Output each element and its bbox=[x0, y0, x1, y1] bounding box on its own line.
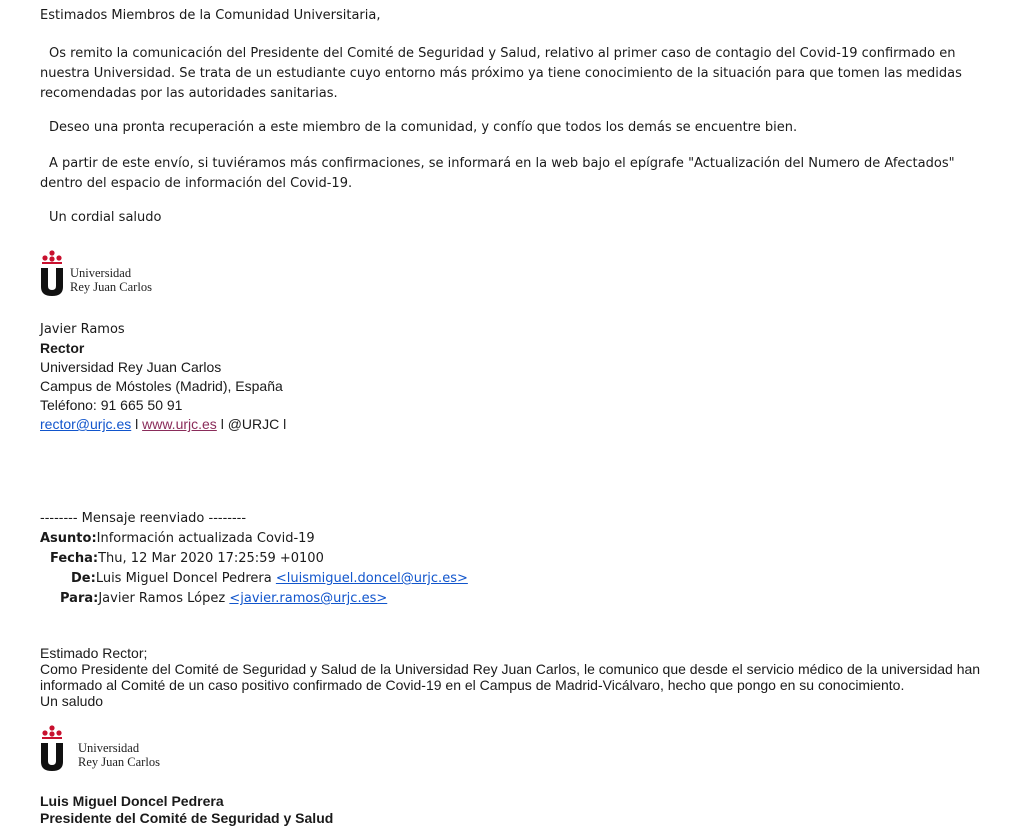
from-email-link[interactable]: <luismiguel.doncel@urjc.es> bbox=[275, 571, 468, 586]
rector-email-link[interactable]: rector@urjc.es bbox=[40, 416, 132, 432]
date-row: Fecha:Thu, 12 Mar 2020 17:25:59 +0100 bbox=[50, 551, 324, 566]
forward-banner: -------- Mensaje reenviado -------- bbox=[40, 511, 247, 526]
signature-title: Rector bbox=[40, 340, 85, 356]
forwarded-header bbox=[40, 509, 468, 609]
crown-dots-icon bbox=[40, 725, 64, 739]
u-letter-icon bbox=[40, 268, 64, 296]
inner-closing: Un saludo bbox=[40, 693, 104, 709]
to-row: Para:Javier Ramos López <javier.ramos@urjc.es> bbox=[60, 591, 388, 606]
inner-sig-name: Luis Miguel Doncel Pedrera bbox=[40, 793, 224, 809]
greeting: Estimados Miembros de la Comunidad Universitaria, bbox=[40, 8, 381, 23]
university-logo-2 bbox=[40, 725, 160, 771]
logo-text: Universidad Rey Juan Carlos bbox=[70, 266, 152, 294]
inner-body: Como Presidente del Comité de Seguridad y Salud de la Universidad Rey Juan Carlos, le comunico que desde el servicio médico de la universidad han informado al Comité de un caso positivo confirmado de Covid-19 en el Campus de Madrid-Vicálvaro, hecho que pongo en su conocimiento. bbox=[40, 661, 981, 693]
signature-links: rector@urjc.es l www.urjc.es l @URJC l bbox=[40, 416, 287, 432]
paragraph-2: Deseo una pronta recuperación a este miembro de la comunidad, y confío que todos los demás se encuentre bien. bbox=[49, 120, 798, 135]
paragraph-1: Os remito la comunicación del Presidente del Comité de Seguridad y Salud, relativo al primer caso de contagio del Covid-19 confirmado en nuestra Universidad. Se trata de un estudiante cuyo entorno más próximo ya tiene conocimiento de la situación para que tomen las medidas recomendadas por las autoridades sanitarias. bbox=[40, 46, 962, 101]
signature-phone: Teléfono: 91 665 50 91 bbox=[40, 397, 183, 413]
u-letter-icon bbox=[40, 743, 64, 771]
urjc-crest-icon bbox=[40, 250, 64, 296]
signature-campus: Campus de Móstoles (Madrid), España bbox=[40, 378, 283, 394]
urjc-crest-icon bbox=[40, 725, 64, 771]
subject-row: Asunto:Información actualizada Covid-19 bbox=[40, 531, 315, 546]
website-link[interactable]: www.urjc.es bbox=[142, 416, 217, 432]
paragraph-3: A partir de este envío, si tuviéramos más confirmaciones, se informará en la web bajo el epígrafe "Actualización del Numero de Afectados" dentro del espacio de información del Covid-19. bbox=[40, 156, 955, 191]
signature-org: Universidad Rey Juan Carlos bbox=[40, 359, 222, 375]
doncel-signature bbox=[40, 793, 333, 827]
university-logo bbox=[40, 250, 152, 296]
crown-dots-icon bbox=[40, 250, 64, 264]
to-email-link[interactable]: <javier.ramos@urjc.es> bbox=[229, 591, 388, 606]
rector-signature bbox=[40, 320, 286, 434]
inner-message bbox=[40, 645, 995, 709]
inner-sig-title: Presidente del Comité de Seguridad y Salud bbox=[40, 810, 334, 826]
closing: Un cordial saludo bbox=[49, 210, 162, 225]
from-row: De:Luis Miguel Doncel Pedrera <luismiguel.doncel@urjc.es> bbox=[71, 571, 468, 586]
logo-text: Universidad Rey Juan Carlos bbox=[78, 741, 160, 769]
inner-salutation: Estimado Rector; bbox=[40, 645, 148, 661]
signature-name: Javier Ramos bbox=[40, 322, 125, 337]
